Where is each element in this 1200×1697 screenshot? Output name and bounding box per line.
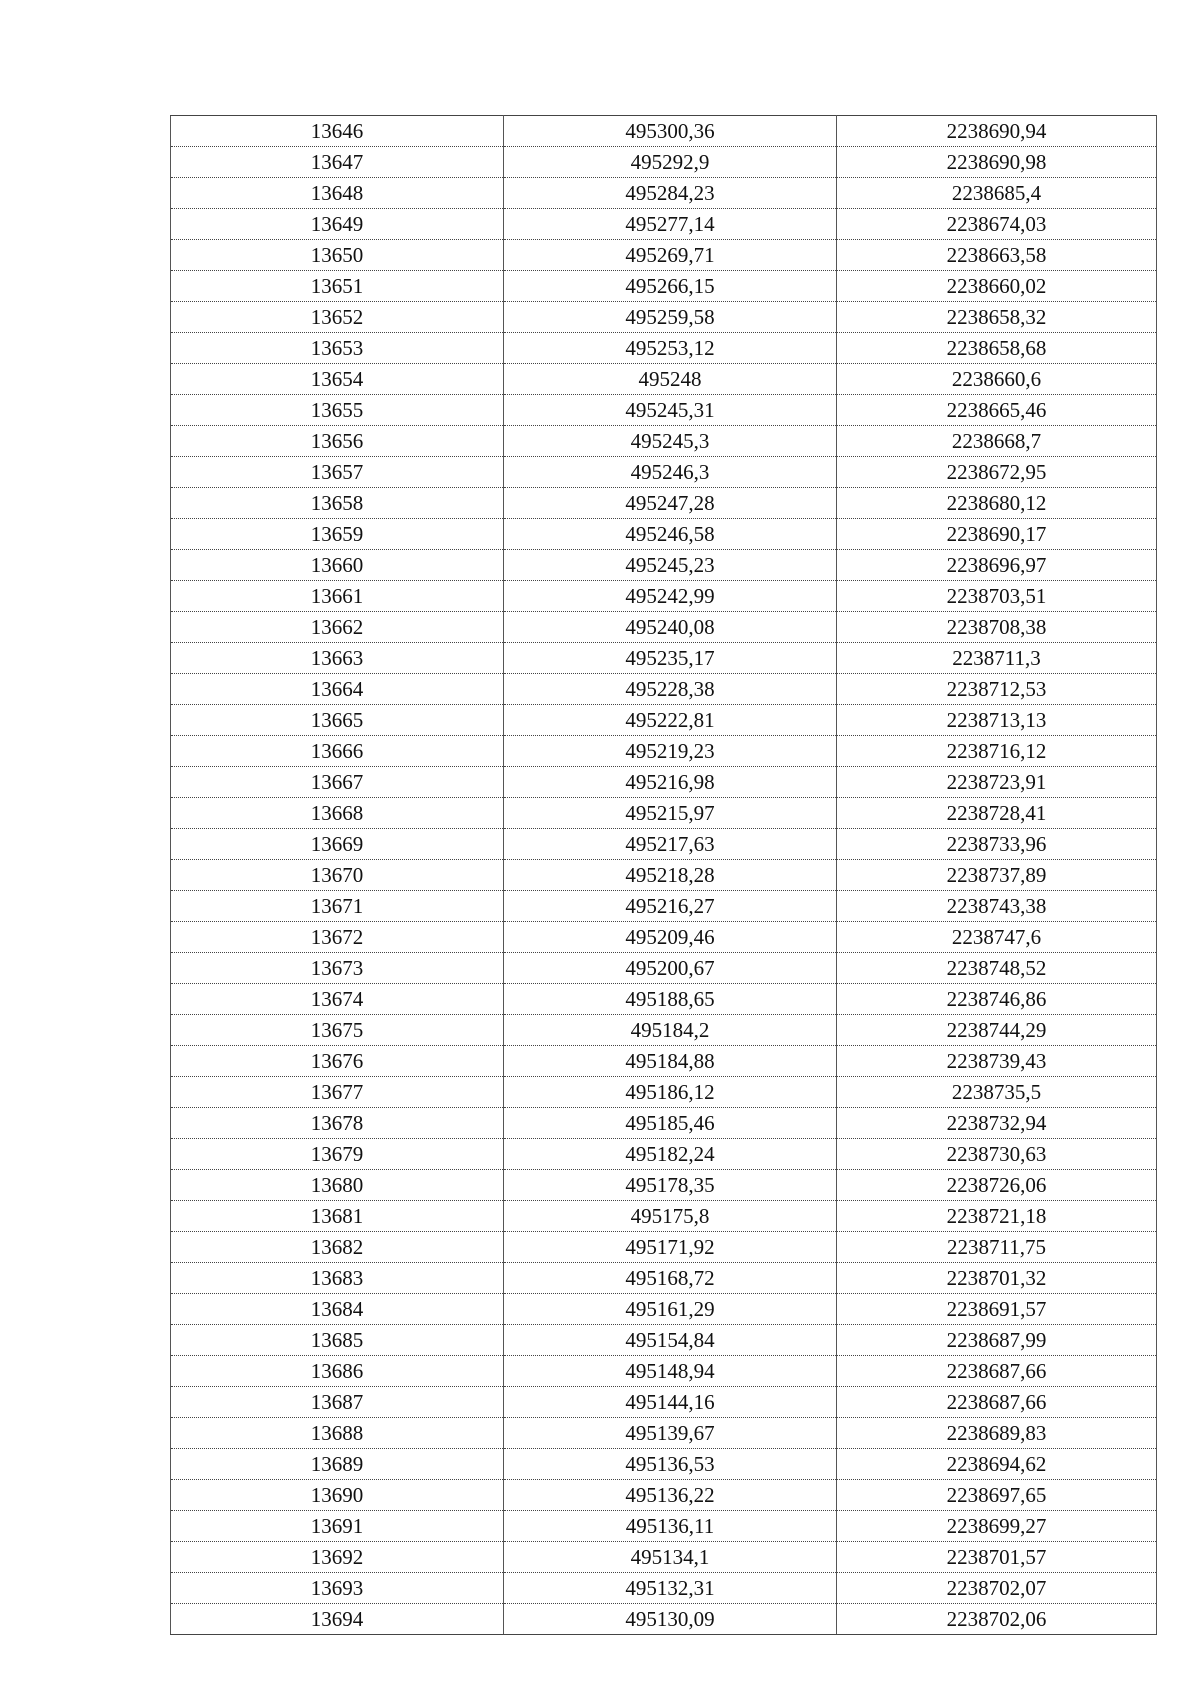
y-coordinate-cell: 2238702,06: [837, 1604, 1157, 1635]
x-coordinate-cell: 495246,3: [504, 457, 837, 488]
x-coordinate-cell: 495247,28: [504, 488, 837, 519]
table-row: [171, 1077, 1157, 1108]
table-row: [171, 178, 1157, 209]
table-row: [171, 550, 1157, 581]
point-number-cell: 13653: [171, 333, 504, 364]
x-coordinate-cell: 495144,16: [504, 1387, 837, 1418]
x-coordinate-cell: 495216,98: [504, 767, 837, 798]
x-coordinate-cell: 495161,29: [504, 1294, 837, 1325]
x-coordinate-cell: 495136,11: [504, 1511, 837, 1542]
table-row: [171, 891, 1157, 922]
coordinates-table-body: [171, 116, 1157, 1635]
point-number-cell: 13666: [171, 736, 504, 767]
x-coordinate-cell: 495218,28: [504, 860, 837, 891]
y-coordinate-cell: 2238723,91: [837, 767, 1157, 798]
point-number-cell: 13664: [171, 674, 504, 705]
y-coordinate-cell: 2238660,02: [837, 271, 1157, 302]
point-number-cell: 13659: [171, 519, 504, 550]
table-row: [171, 1511, 1157, 1542]
point-number-cell: 13692: [171, 1542, 504, 1573]
point-number-cell: 13648: [171, 178, 504, 209]
point-number-cell: 13671: [171, 891, 504, 922]
table-row: [171, 612, 1157, 643]
point-number-cell: 13693: [171, 1573, 504, 1604]
table-row: [171, 271, 1157, 302]
point-number-cell: 13655: [171, 395, 504, 426]
y-coordinate-cell: 2238744,29: [837, 1015, 1157, 1046]
table-row: [171, 1573, 1157, 1604]
point-number-cell: 13691: [171, 1511, 504, 1542]
y-coordinate-cell: 2238699,27: [837, 1511, 1157, 1542]
point-number-cell: 13658: [171, 488, 504, 519]
y-coordinate-cell: 2238712,53: [837, 674, 1157, 705]
point-number-cell: 13675: [171, 1015, 504, 1046]
point-number-cell: 13687: [171, 1387, 504, 1418]
x-coordinate-cell: 495215,97: [504, 798, 837, 829]
x-coordinate-cell: 495209,46: [504, 922, 837, 953]
x-coordinate-cell: 495178,35: [504, 1170, 837, 1201]
x-coordinate-cell: 495219,23: [504, 736, 837, 767]
y-coordinate-cell: 2238697,65: [837, 1480, 1157, 1511]
point-number-cell: 13694: [171, 1604, 504, 1635]
table-row: [171, 1108, 1157, 1139]
table-row: [171, 1170, 1157, 1201]
x-coordinate-cell: 495168,72: [504, 1263, 837, 1294]
table-row: [171, 1418, 1157, 1449]
table-row: [171, 457, 1157, 488]
x-coordinate-cell: 495259,58: [504, 302, 837, 333]
point-number-cell: 13657: [171, 457, 504, 488]
x-coordinate-cell: 495242,99: [504, 581, 837, 612]
point-number-cell: 13683: [171, 1263, 504, 1294]
y-coordinate-cell: 2238687,66: [837, 1356, 1157, 1387]
point-number-cell: 13679: [171, 1139, 504, 1170]
x-coordinate-cell: 495216,27: [504, 891, 837, 922]
table-row: [171, 1356, 1157, 1387]
y-coordinate-cell: 2238701,57: [837, 1542, 1157, 1573]
x-coordinate-cell: 495175,8: [504, 1201, 837, 1232]
x-coordinate-cell: 495245,31: [504, 395, 837, 426]
y-coordinate-cell: 2238721,18: [837, 1201, 1157, 1232]
x-coordinate-cell: 495136,22: [504, 1480, 837, 1511]
point-number-cell: 13661: [171, 581, 504, 612]
y-coordinate-cell: 2238668,7: [837, 426, 1157, 457]
y-coordinate-cell: 2238685,4: [837, 178, 1157, 209]
y-coordinate-cell: 2238702,07: [837, 1573, 1157, 1604]
table-row: [171, 1542, 1157, 1573]
point-number-cell: 13674: [171, 984, 504, 1015]
y-coordinate-cell: 2238691,57: [837, 1294, 1157, 1325]
table-row: [171, 860, 1157, 891]
y-coordinate-cell: 2238658,32: [837, 302, 1157, 333]
point-number-cell: 13684: [171, 1294, 504, 1325]
point-number-cell: 13676: [171, 1046, 504, 1077]
x-coordinate-cell: 495134,1: [504, 1542, 837, 1573]
point-number-cell: 13670: [171, 860, 504, 891]
point-number-cell: 13681: [171, 1201, 504, 1232]
x-coordinate-cell: 495154,84: [504, 1325, 837, 1356]
table-row: [171, 984, 1157, 1015]
y-coordinate-cell: 2238708,38: [837, 612, 1157, 643]
point-number-cell: 13665: [171, 705, 504, 736]
x-coordinate-cell: 495228,38: [504, 674, 837, 705]
point-number-cell: 13686: [171, 1356, 504, 1387]
table-row: [171, 1046, 1157, 1077]
point-number-cell: 13689: [171, 1449, 504, 1480]
table-row: [171, 581, 1157, 612]
x-coordinate-cell: 495284,23: [504, 178, 837, 209]
y-coordinate-cell: 2238747,6: [837, 922, 1157, 953]
y-coordinate-cell: 2238737,89: [837, 860, 1157, 891]
y-coordinate-cell: 2238739,43: [837, 1046, 1157, 1077]
table-row: [171, 209, 1157, 240]
table-row: [171, 1232, 1157, 1263]
table-row: [171, 488, 1157, 519]
x-coordinate-cell: 495130,09: [504, 1604, 837, 1635]
y-coordinate-cell: 2238672,95: [837, 457, 1157, 488]
point-number-cell: 13650: [171, 240, 504, 271]
x-coordinate-cell: 495188,65: [504, 984, 837, 1015]
table-row: [171, 395, 1157, 426]
y-coordinate-cell: 2238732,94: [837, 1108, 1157, 1139]
table-row: [171, 147, 1157, 178]
table-row: [171, 643, 1157, 674]
table-row: [171, 798, 1157, 829]
table-row: [171, 1480, 1157, 1511]
table-row: [171, 426, 1157, 457]
y-coordinate-cell: 2238674,03: [837, 209, 1157, 240]
y-coordinate-cell: 2238690,98: [837, 147, 1157, 178]
y-coordinate-cell: 2238703,51: [837, 581, 1157, 612]
y-coordinate-cell: 2238701,32: [837, 1263, 1157, 1294]
point-number-cell: 13690: [171, 1480, 504, 1511]
y-coordinate-cell: 2238711,3: [837, 643, 1157, 674]
point-number-cell: 13680: [171, 1170, 504, 1201]
table-row: [171, 736, 1157, 767]
x-coordinate-cell: 495139,67: [504, 1418, 837, 1449]
y-coordinate-cell: 2238748,52: [837, 953, 1157, 984]
table-row: [171, 767, 1157, 798]
y-coordinate-cell: 2238733,96: [837, 829, 1157, 860]
table-row: [171, 1015, 1157, 1046]
y-coordinate-cell: 2238716,12: [837, 736, 1157, 767]
y-coordinate-cell: 2238658,68: [837, 333, 1157, 364]
point-number-cell: 13646: [171, 116, 504, 147]
table-row: [171, 1201, 1157, 1232]
x-coordinate-cell: 495136,53: [504, 1449, 837, 1480]
table-row: [171, 1449, 1157, 1480]
table-row: [171, 1139, 1157, 1170]
x-coordinate-cell: 495245,23: [504, 550, 837, 581]
table-row: [171, 302, 1157, 333]
table-row: [171, 519, 1157, 550]
point-number-cell: 13647: [171, 147, 504, 178]
y-coordinate-cell: 2238665,46: [837, 395, 1157, 426]
x-coordinate-cell: 495185,46: [504, 1108, 837, 1139]
point-number-cell: 13660: [171, 550, 504, 581]
x-coordinate-cell: 495246,58: [504, 519, 837, 550]
x-coordinate-cell: 495266,15: [504, 271, 837, 302]
point-number-cell: 13673: [171, 953, 504, 984]
x-coordinate-cell: 495184,88: [504, 1046, 837, 1077]
x-coordinate-cell: 495253,12: [504, 333, 837, 364]
x-coordinate-cell: 495186,12: [504, 1077, 837, 1108]
table-row: [171, 333, 1157, 364]
table-row: [171, 953, 1157, 984]
y-coordinate-cell: 2238730,63: [837, 1139, 1157, 1170]
point-number-cell: 13656: [171, 426, 504, 457]
x-coordinate-cell: 495235,17: [504, 643, 837, 674]
point-number-cell: 13654: [171, 364, 504, 395]
y-coordinate-cell: 2238735,5: [837, 1077, 1157, 1108]
x-coordinate-cell: 495200,67: [504, 953, 837, 984]
table-row: [171, 364, 1157, 395]
point-number-cell: 13669: [171, 829, 504, 860]
x-coordinate-cell: 495245,3: [504, 426, 837, 457]
y-coordinate-cell: 2238696,97: [837, 550, 1157, 581]
x-coordinate-cell: 495132,31: [504, 1573, 837, 1604]
point-number-cell: 13667: [171, 767, 504, 798]
x-coordinate-cell: 495182,24: [504, 1139, 837, 1170]
table-row: [171, 705, 1157, 736]
y-coordinate-cell: 2238726,06: [837, 1170, 1157, 1201]
x-coordinate-cell: 495269,71: [504, 240, 837, 271]
point-number-cell: 13651: [171, 271, 504, 302]
x-coordinate-cell: 495184,2: [504, 1015, 837, 1046]
y-coordinate-cell: 2238711,75: [837, 1232, 1157, 1263]
table-row: [171, 674, 1157, 705]
table-row: [171, 116, 1157, 147]
coordinates-table: [170, 115, 1157, 1635]
point-number-cell: 13678: [171, 1108, 504, 1139]
point-number-cell: 13652: [171, 302, 504, 333]
table-row: [171, 922, 1157, 953]
point-number-cell: 13668: [171, 798, 504, 829]
table-row: [171, 829, 1157, 860]
y-coordinate-cell: 2238743,38: [837, 891, 1157, 922]
y-coordinate-cell: 2238690,17: [837, 519, 1157, 550]
y-coordinate-cell: 2238728,41: [837, 798, 1157, 829]
table-row: [171, 240, 1157, 271]
x-coordinate-cell: 495171,92: [504, 1232, 837, 1263]
x-coordinate-cell: 495248: [504, 364, 837, 395]
x-coordinate-cell: 495222,81: [504, 705, 837, 736]
table-row: [171, 1604, 1157, 1635]
x-coordinate-cell: 495277,14: [504, 209, 837, 240]
y-coordinate-cell: 2238663,58: [837, 240, 1157, 271]
x-coordinate-cell: 495217,63: [504, 829, 837, 860]
point-number-cell: 13672: [171, 922, 504, 953]
x-coordinate-cell: 495240,08: [504, 612, 837, 643]
y-coordinate-cell: 2238680,12: [837, 488, 1157, 519]
y-coordinate-cell: 2238690,94: [837, 116, 1157, 147]
x-coordinate-cell: 495292,9: [504, 147, 837, 178]
y-coordinate-cell: 2238746,86: [837, 984, 1157, 1015]
table-row: [171, 1294, 1157, 1325]
y-coordinate-cell: 2238694,62: [837, 1449, 1157, 1480]
y-coordinate-cell: 2238689,83: [837, 1418, 1157, 1449]
point-number-cell: 13662: [171, 612, 504, 643]
table-row: [171, 1387, 1157, 1418]
table-row: [171, 1325, 1157, 1356]
x-coordinate-cell: 495148,94: [504, 1356, 837, 1387]
point-number-cell: 13682: [171, 1232, 504, 1263]
point-number-cell: 13649: [171, 209, 504, 240]
x-coordinate-cell: 495300,36: [504, 116, 837, 147]
point-number-cell: 13663: [171, 643, 504, 674]
y-coordinate-cell: 2238687,66: [837, 1387, 1157, 1418]
y-coordinate-cell: 2238713,13: [837, 705, 1157, 736]
y-coordinate-cell: 2238687,99: [837, 1325, 1157, 1356]
table-row: [171, 1263, 1157, 1294]
point-number-cell: 13685: [171, 1325, 504, 1356]
point-number-cell: 13677: [171, 1077, 504, 1108]
point-number-cell: 13688: [171, 1418, 504, 1449]
y-coordinate-cell: 2238660,6: [837, 364, 1157, 395]
